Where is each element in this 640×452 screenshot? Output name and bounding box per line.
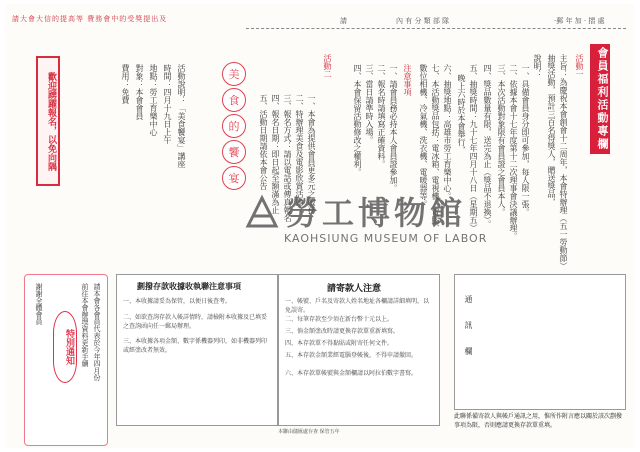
activity-one-line: 主旨：為慶祝本會創會十二周年，本會特辦理（五一勞動節） xyxy=(559,54,568,270)
activity-one-line: 數位相機、冷氣機、洗衣機、電暖器等。 xyxy=(419,64,428,208)
banner-char: 的 xyxy=(222,114,246,138)
top-strip xyxy=(12,14,172,34)
deposit-line: 三、倘金額塗改時請更換存款單重新填寫。 xyxy=(285,328,400,335)
event-line: 費用：免費 xyxy=(121,64,130,104)
activity-two-label: 活動二 xyxy=(323,54,332,78)
activity-one-line: 二、依據本會十七年度第十二次理事會決議辦理。 xyxy=(509,64,518,240)
activity-one-line: 一、具備會員身分即可參加，每人限一張。 xyxy=(521,64,530,216)
banner-char: 饗 xyxy=(222,140,246,164)
cut-label-2: 內 有 分 類 部 隊 xyxy=(396,17,450,25)
event-line: 對象：本會會員 xyxy=(135,64,144,120)
correspondence-footer: 此聯係備寄款人與帳戶通訊之用，惟所作附言應以關於該次劃撥事項為限，否則應請更換存款單重填。 xyxy=(454,413,623,429)
cut-label-1: 請 xyxy=(340,17,347,25)
event-line: 活動說明：「美食饗宴」講座 xyxy=(177,64,186,168)
activity-two-line: 五、活動日期請依本會公告 xyxy=(259,94,268,190)
notes-line: 一、請會員務必持本人會員證參加。 xyxy=(389,64,398,192)
activity-one-line: 七、本活動獎品包括：電冰箱、電視機、電腦、 xyxy=(431,64,440,232)
receipt-box xyxy=(116,274,278,426)
deposit-line: 五、本存款金額業經電腦登帳後，不得申請撤回。 xyxy=(285,352,418,359)
activity-one-line: 四、獎品數量有限，送完為止（獎品不退換）。 xyxy=(483,64,492,228)
watermark-cn: 勞工博物館 xyxy=(286,194,467,232)
activity-one-label: 活動一 xyxy=(575,54,584,78)
activity-two-line: 一、本會為提供會員更多元之服務 xyxy=(307,94,316,214)
correspondence-label: 通訊欄 xyxy=(464,295,473,373)
receipt-line: 三、本收據各項金額、數字係機器列印，如非機器列印或經塗改者無效。 xyxy=(123,338,268,354)
activity-one-line: 三、本次活動對象限有會員證之會員本人。 xyxy=(497,64,506,216)
receipt-line: 一、本收據請妥為保管，以便日後查考。 xyxy=(123,298,232,305)
activity-one-line: 抽獎活動，預計三百名得獎人，贈送獎品， xyxy=(547,54,556,206)
activity-one-line: 六、抽獎地點：高雄市勞工育樂中心。 xyxy=(443,64,452,200)
lower-section xyxy=(16,266,634,451)
event-line: 地點：勞工育樂中心 xyxy=(149,64,158,136)
receipt-line: 二、如欲查詢存款入帳詳情時，請檢附本收據及已填妥之查詢函向任一郵局辦理。 xyxy=(123,314,268,330)
event-line: 時間：四月十九日上午 xyxy=(163,64,172,144)
deposit-line: 六、本存款單帳號與金額欄請以阿拉伯數字書寫。 xyxy=(285,370,418,377)
bottom-small: 本聯由儲匯處存查 保管五年 xyxy=(278,429,340,435)
circle-banner xyxy=(222,60,250,192)
watermark-en: KAOHSIUNG MUSEUM OF LABOR xyxy=(284,232,488,245)
notes-label: 注意事項 xyxy=(403,64,412,96)
deposit-line: 二、每筆存款至少須在新台幣十元以上。 xyxy=(285,316,394,323)
receipt-title: 劃撥存款收據收執聯注意事項 xyxy=(137,282,241,291)
notice-line: 請本會各會員代表於今年四月份 xyxy=(93,283,101,381)
museum-watermark xyxy=(236,188,488,258)
top-strip-text: 請大會大信的提高等 費務會中的受獎提出及 xyxy=(12,15,168,23)
notice-box xyxy=(24,274,108,446)
banner-char: 美 xyxy=(222,62,246,86)
activity-two-line: 二、特辦理美食及電影欣賞活動 xyxy=(295,94,304,206)
deposit-notice-box xyxy=(278,274,440,426)
activity-one-line: 五、抽獎時間：九十七年四月十八日（星期五） xyxy=(469,64,478,232)
cut-label-3: ·郵 年 加 · 摺 處 xyxy=(554,17,605,25)
notes-line: 四、本會保留活動修改之權利。 xyxy=(353,64,362,176)
correspondence-box xyxy=(454,274,626,410)
banner-char: 宴 xyxy=(222,166,246,190)
fold-line xyxy=(246,28,626,29)
activity-two-line: 三、報名方式：請以電話或傳真報名 xyxy=(283,94,292,222)
page-title: 會員福利活動專欄 xyxy=(590,44,610,154)
notes-line: 三、當日請準時入場。 xyxy=(365,64,374,144)
notice-line: 前往本會辦理資料更新手續 xyxy=(81,283,89,367)
notes-line: 二、報名時請填寫正確資料。 xyxy=(377,64,386,168)
red-panel: 歡迎踴躍報名，以免向隅 xyxy=(36,56,60,186)
activity-one-line: 晚上六時於本會舉行， xyxy=(457,74,466,154)
banner-char: 食 xyxy=(222,88,246,112)
notice-line: 謝謝全體會員 xyxy=(35,283,43,325)
page xyxy=(6,4,634,448)
activity-two-line: 四、報名日期：即日起至額滿為止 xyxy=(271,94,280,214)
deposit-title: 請寄款人注意 xyxy=(327,284,382,294)
activity-one-line: 說明： xyxy=(533,54,542,78)
deposit-line: 四、本存款單不得黏貼或附寄任何文件。 xyxy=(285,340,394,347)
notice-title: 特別通知 xyxy=(53,311,77,383)
deposit-line: 一、帳號、戶名及寄款人姓名地址各欄請詳細填明，以免誤寄。 xyxy=(285,298,430,314)
museum-logo-icon xyxy=(244,194,280,230)
